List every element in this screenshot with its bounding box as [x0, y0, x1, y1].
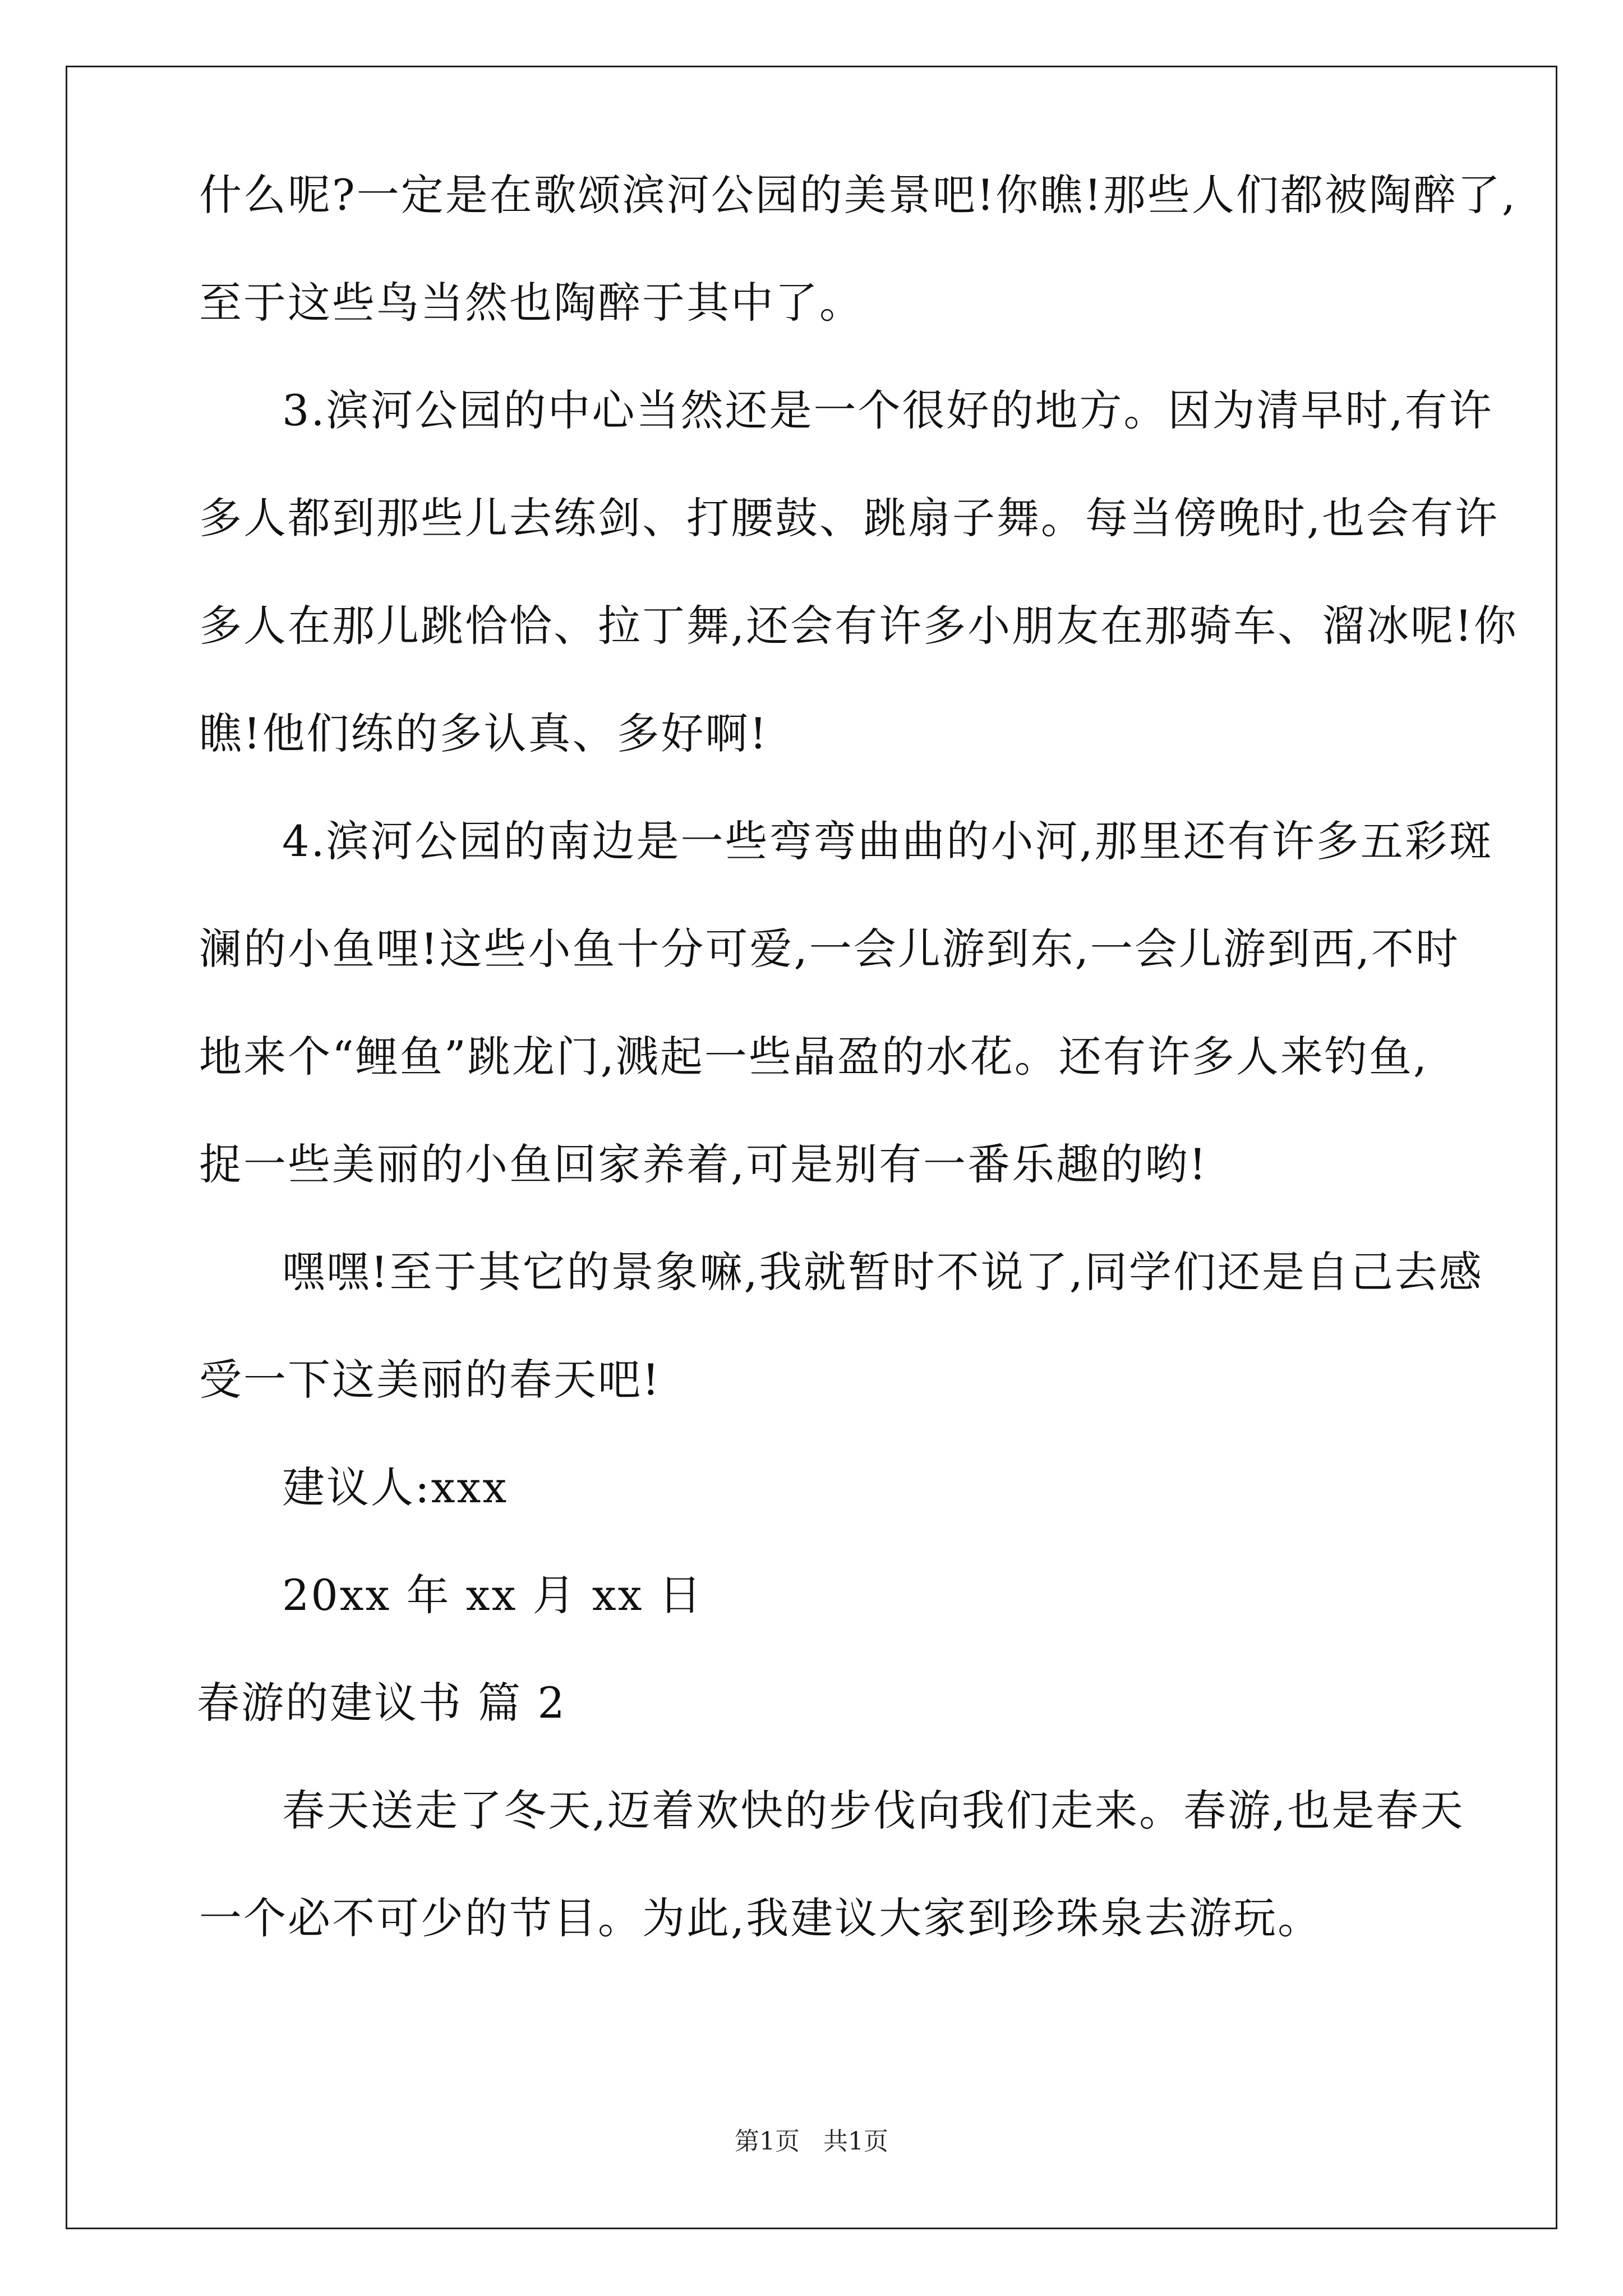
paragraph-line: 3.滨河公园的中心当然还是一个很好的地方。因为清早时,有许 [282, 385, 1493, 435]
paragraph-line: 受一下这美丽的春天吧! [199, 1355, 661, 1405]
paragraph-line: 捉一些美丽的小鱼回家养着,可是别有一番乐趣的哟! [199, 1139, 1208, 1189]
page-number: 第1页 [735, 2127, 800, 2156]
paragraph-line: 4.滨河公园的南边是一些弯弯曲曲的小河,那里还有许多五彩斑 [282, 816, 1493, 866]
page-total: 共1页 [823, 2127, 888, 2156]
paragraph-line: 一个必不可少的节目。为此,我建议大家到珍珠泉去游玩。 [199, 1893, 1322, 1943]
paragraph-line: 多人在那儿跳恰恰、拉丁舞,还会有许多小朋友在那骑车、溜冰呢!你 [199, 601, 1518, 651]
paragraph-line: 地来个“鲤鱼”跳龙门,溅起一些晶盈的水花。还有许多人来钓鱼, [199, 1032, 1429, 1082]
signature-line: 建议人:xxx [282, 1462, 509, 1512]
paragraph-line: 嘿嘿!至于其它的景象嘛,我就暂时不说了,同学们还是自己去感 [282, 1247, 1483, 1297]
paragraph-line: 至于这些鸟当然也陶醉于其中了。 [199, 278, 864, 328]
document-body [197, 168, 1518, 1999]
paragraph-line: 什么呢?一定是在歌颂滨河公园的美景吧!你瞧!那些人们都被陶醉了, [199, 170, 1517, 220]
page-footer [0, 2126, 1623, 2157]
paragraph-line: 瞧!他们练的多认真、多好啊! [199, 708, 769, 758]
paragraph-line: 澜的小鱼哩!这些小鱼十分可爱,一会儿游到东,一会儿游到西,不时 [199, 924, 1460, 974]
paragraph-line: 多人都到那些儿去练剑、打腰鼓、跳扇子舞。每当傍晚时,也会有许 [199, 493, 1500, 543]
date-line: 20xx 年 xx 月 xx 日 [282, 1570, 703, 1620]
section-heading: 春游的建议书 篇 2 [197, 1678, 566, 1728]
paragraph-line: 春天送走了冬天,迈着欢快的步伐向我们走来。春游,也是春天 [282, 1786, 1465, 1835]
